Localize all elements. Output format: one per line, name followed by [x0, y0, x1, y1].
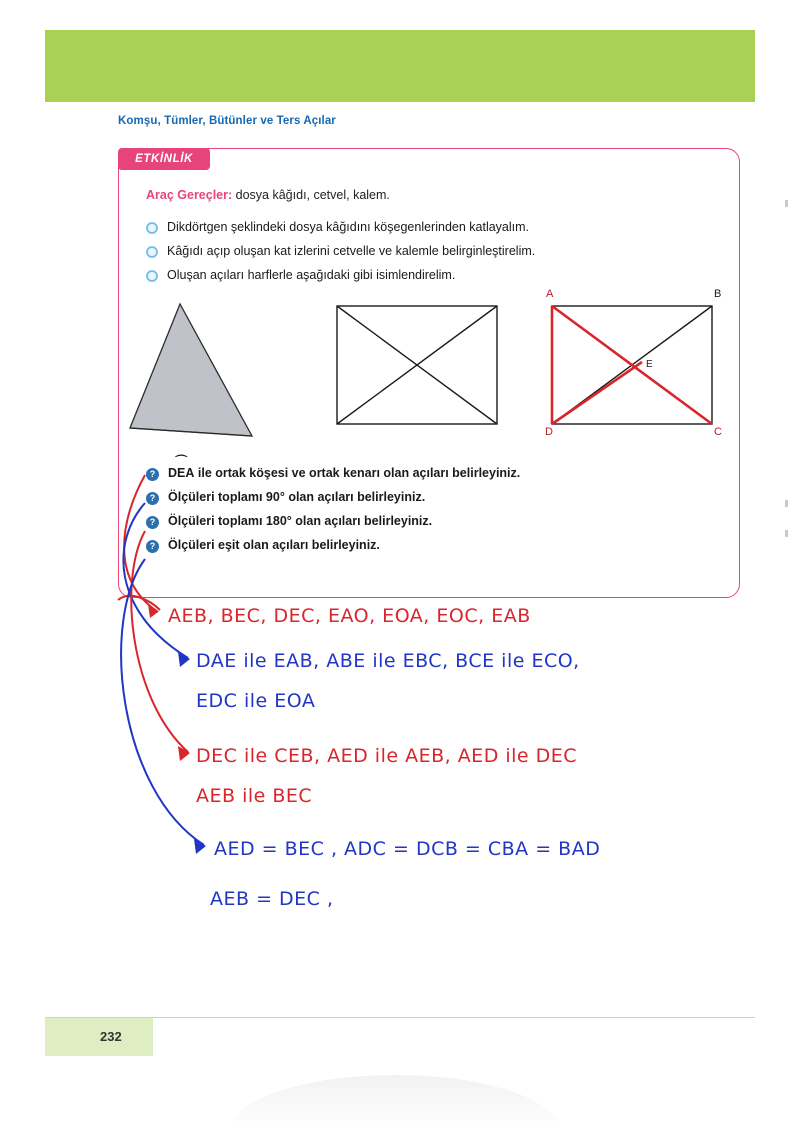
activity-tab-label: ETKİNLİK [118, 148, 210, 170]
answer-line-6: AED = BEC , ADC = DCB = CBA = BAD [214, 838, 601, 860]
answer-line-7: AEB = DEC , [210, 888, 334, 910]
top-green-band [45, 30, 755, 102]
step-text: Dikdörtgen şeklindeki dosya kâğıdını köşegenlerinden katlayalım. [167, 220, 530, 234]
edge-tick [785, 200, 788, 207]
list-item [146, 490, 706, 505]
list-item [146, 268, 706, 282]
answer-line-4: DEC ile CEB, AED ile AEB, AED ile DEC [196, 745, 578, 767]
tools-text: dosya kâğıdı, cetvel, kalem. [235, 188, 390, 202]
figures-row [122, 288, 722, 444]
question-mark-icon: ? [146, 492, 159, 505]
angle-name: ⌒ DEA [168, 466, 194, 480]
list-item [146, 538, 706, 553]
page-shadow [230, 1075, 560, 1131]
activity-questions [146, 466, 706, 562]
question-text: Ölçüleri toplamı 90° olan açıları belirleyiniz. [168, 490, 426, 504]
footer-band [45, 1018, 153, 1056]
figures-svg [122, 296, 722, 444]
question-mark-icon: ? [146, 516, 159, 529]
tools-line [146, 188, 390, 202]
question-text: Ölçüleri eşit olan açıları belirleyiniz. [168, 538, 380, 552]
question-text: ile ortak köşesi ve ortak kenarı olan açıları belirleyiniz. [194, 466, 521, 480]
step-text: Oluşan açıları harflerle aşağıdaki gibi isimlendirelim. [167, 268, 456, 282]
ring-bullet-icon [146, 270, 158, 282]
edge-tick [785, 500, 788, 507]
question-mark-icon: ? [146, 468, 159, 481]
vertex-label-c: C [714, 426, 722, 438]
answer-line-2: DAE ile EAB, ABE ile EBC, BCE ile ECO, [196, 650, 580, 672]
list-item [146, 220, 706, 234]
vertex-label-a: A [546, 288, 554, 300]
ring-bullet-icon [146, 222, 158, 234]
list-item [146, 244, 706, 258]
vertex-label-e: E [646, 359, 653, 370]
answer-line-5: AEB ile BEC [196, 785, 313, 807]
answer-line-1: AEB, BEC, DEC, EAO, EOA, EOC, EAB [168, 605, 531, 627]
ring-bullet-icon [146, 246, 158, 258]
vertex-label-d: D [545, 426, 553, 438]
list-item [146, 514, 706, 529]
list-item [146, 466, 706, 481]
vertex-label-b: B [714, 288, 722, 300]
step-text: Kâğıdı açıp oluşan kat izlerini cetvelle ve kalemle belirginleştirelim. [167, 244, 536, 258]
question-mark-icon: ? [146, 540, 159, 553]
answer-line-3: EDC ile EOA [196, 690, 316, 712]
edge-tick [785, 530, 788, 537]
tools-label: Araç Gereçler: [146, 188, 233, 202]
page-number: 232 [100, 1029, 122, 1044]
page-title: Komşu, Tümler, Bütünler ve Ters Açılar [118, 115, 336, 127]
question-text: Ölçüleri toplamı 180° olan açıları belirleyiniz. [168, 514, 433, 528]
activity-steps [146, 220, 706, 292]
